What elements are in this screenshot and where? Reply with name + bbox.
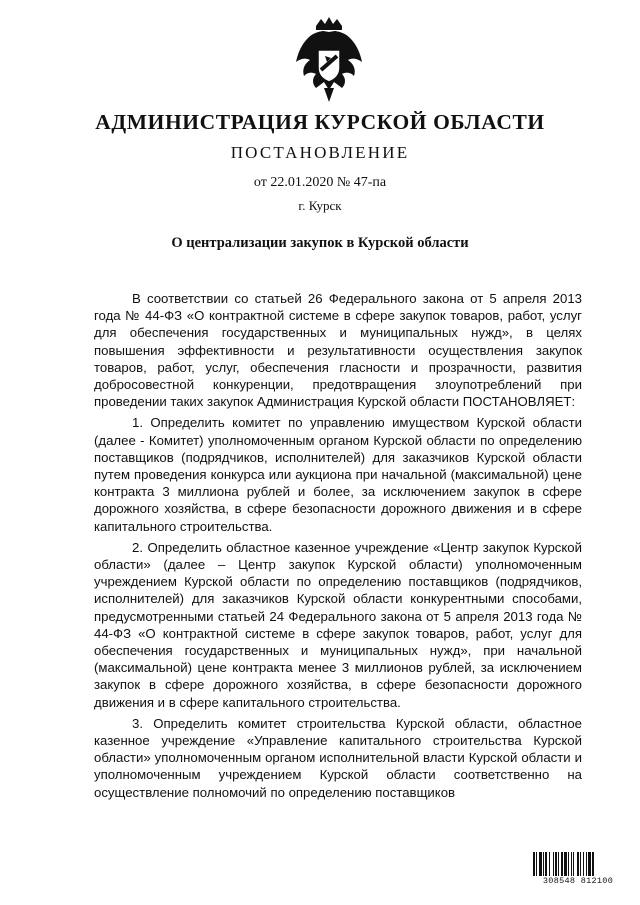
barcode-bar [588,852,591,876]
barcode-bar [583,852,584,876]
barcode-bar [573,852,574,876]
clause-3-paragraph: 3. Определить комитет строительства Курской области, областное казенное учреждение «Управление капитального строительства Курской области» уполномоченным органом исполнительной власти Курской области и уполномоченным учреждением Курской области соответственно на осуществление полномочий по определению поставщиков [94,715,582,800]
barcode-bar [543,852,544,876]
barcode-bar [553,852,554,876]
barcode-bars [532,852,624,876]
kursk-coat-of-arms-icon [294,16,364,104]
barcode-bar [539,852,542,876]
barcode-bar [586,852,587,876]
barcode-bar [592,852,594,876]
barcode-bar [568,852,569,876]
barcode-bar [580,852,581,876]
barcode [532,852,624,886]
document-body [94,290,582,801]
barcode-bar [561,852,563,876]
barcode-bar [545,852,547,876]
barcode-bar [564,852,567,876]
barcode-bar [549,852,550,876]
barcode-bar [558,852,559,876]
barcode-bar [555,852,557,876]
barcode-bar [536,852,537,876]
barcode-bar [571,852,572,876]
document-subject: О централизации закупок в Курской области [171,235,469,251]
clause-1-paragraph: 1. Определить комитет по управлению имуществом Курской области (далее - Комитет) уполномоченным органом Курской области по определению поставщиков (подрядчиков, исполнителей) для заказчиков Курской области путем проведения конкурса или аукциона при начальной (максимальной) цене контракта 3 миллиона рублей и более, за исключением закупок в сфере дорожного хозяйства, в сфере безопасности дорожного движения и в сфере капитального строительства. [94,415,582,534]
preamble-paragraph: В соответствии со статьей 26 Федерального закона от 5 апреля 2013 года № 44-ФЗ «О контрактной системе в сфере закупок товаров, работ, услуг для обеспечения государственных и муниципальных нужд», в целях повышения эффективности и результативности осуществления закупок товаров, работ, услуг, обеспечения гласности и прозрачности, развития добросовестной конкуренции, предотвращения злоупотреблений при проведении таких закупок Администрация Курской области ПОСТАНОВЛЯЕТ: [94,291,582,410]
document-type: ПОСТАНОВЛЕНИЕ [230,143,410,162]
document-date-number: от 22.01.2020 № 47-па [253,175,387,190]
clause-2-paragraph: 2. Определить областное казенное учреждение «Центр закупок Курской области» (далее – Центр закупок Курской области) уполномоченным учреждением Курской области по определению поставщиков (подрядчиков, исполнителей) для заказчиков Курской области конкурентными способами, предусмотренными статьей 24 Федерального закона от 5 апреля 2013 года № 44-ФЗ «О контрактной системе в сфере закупок товаров, работ, услуг для обеспечения государственных и муниципальных нужд», при начальной (максимальной) цене контракта менее 3 миллионов рублей, за исключением закупок в сфере дорожного хозяйства, в сфере безопасности дорожного движения и в сфере капитального строительства. [94,539,582,710]
barcode-bar [577,852,579,876]
barcode-bar [533,852,535,876]
organization-title: АДМИНИСТРАЦИЯ КУРСКОЙ ОБЛАСТИ [95,110,545,134]
document-city: г. Курск [298,198,342,213]
barcode-number: 308548 812100 [542,876,614,886]
